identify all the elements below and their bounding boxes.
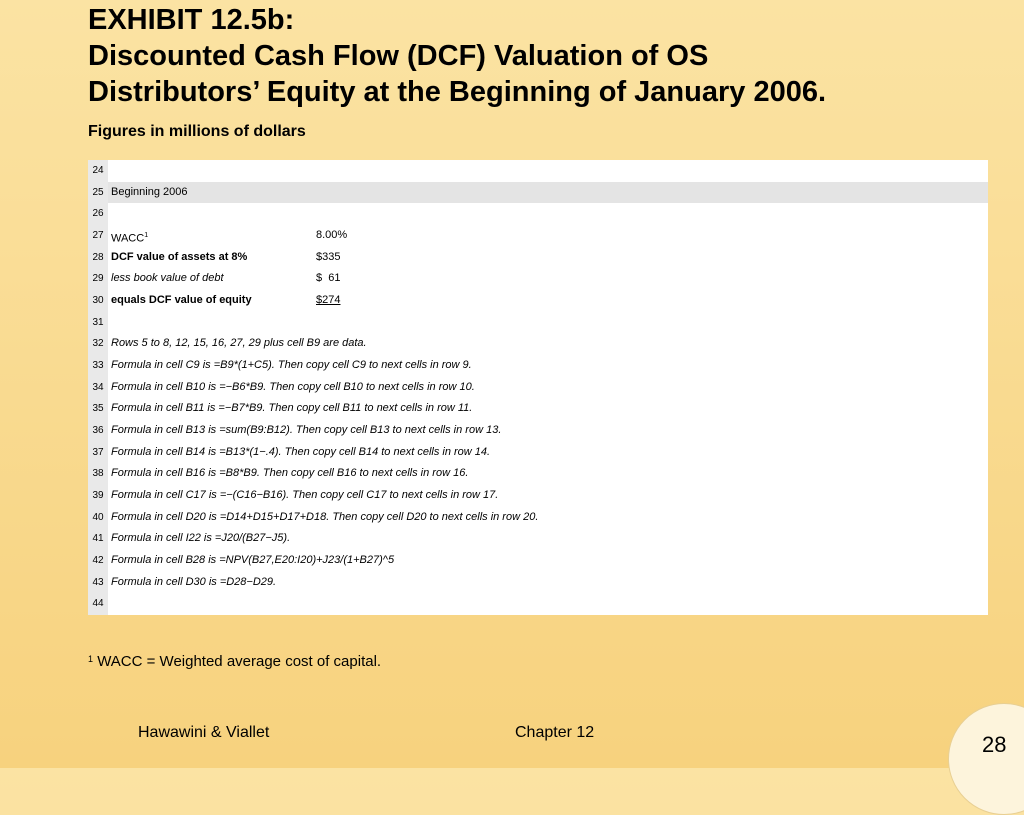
title-line-2: Discounted Cash Flow (DCF) Valuation of OS: [88, 40, 709, 72]
spreadsheet-row: [88, 507, 988, 529]
spreadsheet-row: [88, 355, 988, 377]
row-number: 33: [88, 355, 108, 377]
wacc-label: WACC: [111, 232, 145, 245]
row-number: 43: [88, 572, 108, 594]
row-number: 39: [88, 485, 108, 507]
spreadsheet-row: [88, 268, 988, 290]
cell-note: Formula in cell B13 is =sum(B9:B12). Then copy cell B13 to next cells in row 13.: [111, 424, 502, 436]
slide-subtitle: Figures in millions of dollars: [88, 123, 306, 140]
cell-label: less book value of debt: [111, 272, 224, 285]
row-number: 24: [88, 160, 108, 182]
cell-value: 8.00%: [316, 229, 348, 241]
spreadsheet-row: [88, 442, 988, 464]
title-line-3: Distributors’ Equity at the Beginning of January 2006.: [88, 76, 827, 108]
title-line-1: EXHIBIT 12.5b:: [88, 4, 295, 36]
spreadsheet-row: [88, 333, 988, 355]
page-number-circle: [948, 703, 1024, 815]
footer-authors: Hawawini & Viallet: [138, 724, 270, 741]
spreadsheet-row: [88, 203, 988, 225]
spreadsheet-row: [88, 160, 988, 182]
row-number: 35: [88, 398, 108, 420]
row-number: 37: [88, 442, 108, 464]
spreadsheet-row: [88, 485, 988, 507]
row-number: 25: [88, 182, 108, 204]
row-number: 29: [88, 268, 108, 290]
cell-note: Formula in cell B16 is =B8*B9. Then copy cell B16 to next cells in row 16.: [111, 467, 469, 480]
spreadsheet-row: [88, 290, 988, 312]
cell-label: Beginning 2006: [111, 185, 188, 198]
footnote-marker: 1: [88, 654, 94, 664]
row-number: 34: [88, 377, 108, 399]
spreadsheet-image: [88, 160, 988, 615]
cell-note: Formula in cell B14 is =B13*(1−.4). Then copy cell B14 to next cells in row 14.: [111, 445, 491, 458]
spreadsheet-row: [88, 182, 988, 204]
row-number: 36: [88, 420, 108, 442]
spreadsheet-row: [88, 377, 988, 399]
row-number: 30: [88, 290, 108, 312]
cell-value: $ 61: [316, 272, 341, 285]
footnote-marker: 1: [144, 232, 149, 239]
cell-note: Formula in cell D30 is =D28−D29.: [111, 575, 277, 588]
row-number: 38: [88, 463, 108, 485]
row-number: 42: [88, 550, 108, 572]
spreadsheet-row: [88, 528, 988, 550]
row-number: 41: [88, 528, 108, 550]
row-number: 28: [88, 247, 108, 269]
spreadsheet-row: [88, 572, 988, 594]
row-number: 32: [88, 333, 108, 355]
cell-note: Formula in cell B11 is =−B7*B9. Then copy cell B11 to next cells in row 11.: [111, 402, 473, 415]
spreadsheet-row: [88, 225, 988, 247]
cell-note: Formula in cell B28 is =NPV(B27,E20:I20)+J23/(1+B27)^5: [111, 554, 395, 566]
footnote: [88, 650, 381, 671]
spreadsheet-row: [88, 398, 988, 420]
cell-value: $274: [316, 294, 341, 306]
cell-note: Formula in cell C17 is =−(C16−B16). Then copy cell C17 to next cells in row 17.: [111, 489, 499, 501]
spreadsheet-row: [88, 312, 988, 334]
slide-title: [88, 2, 988, 110]
footer-chapter: Chapter 12: [515, 724, 595, 741]
spreadsheet-row: [88, 463, 988, 485]
spreadsheet-row: [88, 550, 988, 572]
cell-label: DCF value of assets at 8%: [111, 250, 248, 263]
row-number: 40: [88, 507, 108, 529]
spreadsheet-row: [88, 593, 988, 615]
cell-note: Rows 5 to 8, 12, 15, 16, 27, 29 plus cell B9 are data.: [111, 337, 367, 350]
cell-note: Formula in cell D20 is =D14+D15+D17+D18. Then copy cell D20 to next cells in row 20.: [111, 510, 539, 523]
row-number: 26: [88, 203, 108, 225]
row-number: 27: [88, 225, 108, 247]
spreadsheet-row: [88, 247, 988, 269]
cell-note: Formula in cell B10 is =−B6*B9. Then copy cell B10 to next cells in row 10.: [111, 380, 475, 393]
row-number: 44: [88, 593, 108, 615]
cell-note: Formula in cell C9 is =B9*(1+C5). Then copy cell C9 to next cells in row 9.: [111, 359, 472, 371]
spreadsheet-row: [88, 420, 988, 442]
cell-value: $335: [316, 250, 341, 263]
row-number: 31: [88, 312, 108, 334]
cell-note: Formula in cell I22 is =J20/(B27−J5).: [111, 532, 291, 545]
cell-label: equals DCF value of equity: [111, 294, 252, 306]
page-number: 28: [982, 732, 1007, 757]
footnote-text: WACC = Weighted average cost of capital.: [97, 653, 382, 670]
